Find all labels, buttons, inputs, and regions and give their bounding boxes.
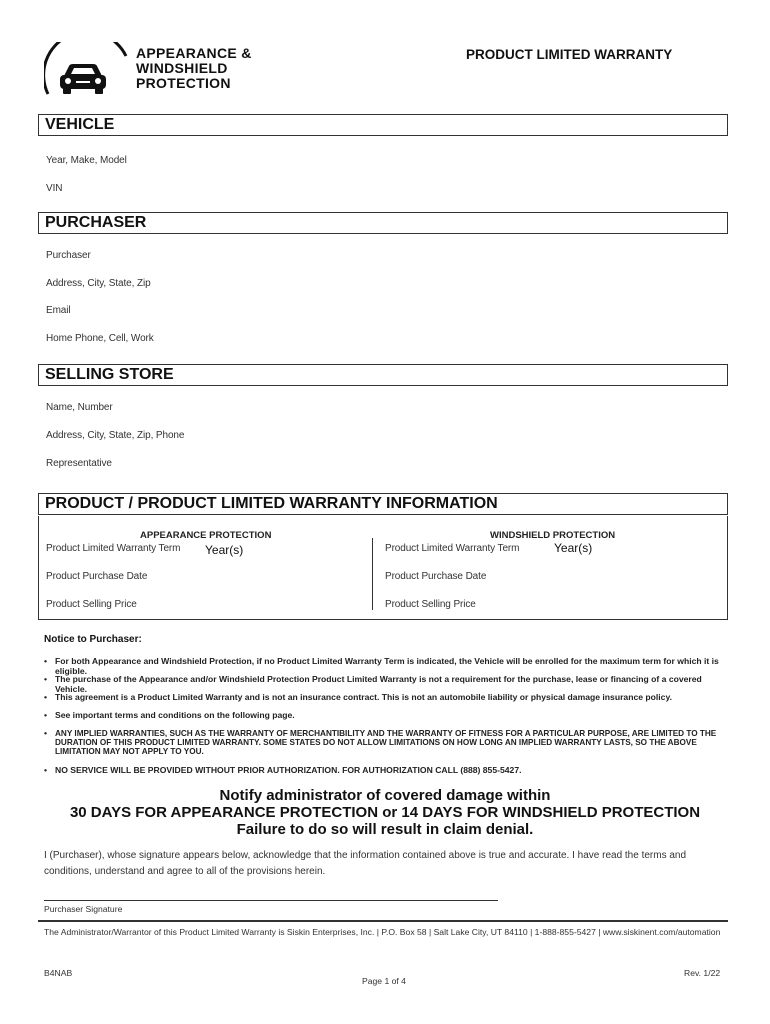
divider	[38, 920, 728, 922]
acknowledgment-text: I (Purchaser), whose signature appears below, acknowledge that the information contained above is true and accurate. I have read the terms and conditions, understand and agree to all of the provisions herein.	[44, 850, 687, 877]
notice-item	[44, 766, 734, 776]
brand-line: APPEARANCE &	[136, 45, 252, 61]
store-address-field[interactable]: Address, City, State, Zip, Phone	[46, 430, 185, 441]
notify-line: Notify administrator of covered damage within	[219, 787, 551, 804]
section-heading: SELLING STORE	[45, 366, 174, 383]
vin-field[interactable]: VIN	[46, 183, 63, 194]
brand-line: PROTECTION	[136, 75, 231, 91]
windshield-years-label: Year(s)	[554, 541, 593, 555]
appearance-years-label: Year(s)	[205, 543, 244, 557]
column-divider	[372, 538, 373, 610]
notice-item	[44, 711, 734, 721]
notice-title: Notice to Purchaser:	[44, 634, 142, 645]
notice-item	[44, 729, 734, 757]
bullet-icon: •	[44, 692, 48, 702]
notice-item-text: See important terms and conditions on the following page.	[55, 710, 295, 720]
selling-store-section-header	[38, 364, 728, 386]
appearance-term-field[interactable]: Product Limited Warranty Term	[46, 543, 181, 554]
signature-label: Purchaser Signature	[44, 904, 123, 914]
notice-item-text: For both Appearance and Windshield Protection, if no Product Limited Warranty Term is indicated, the Vehicle will be enrolled for the maximum term for which it is eligible.	[55, 656, 719, 676]
year-make-model-field[interactable]: Year, Make, Model	[46, 155, 127, 166]
notice-item-text: This agreement is a Product Limited Warranty and is not an insurance contract. This is not an automobile liability or physical damage insurance policy.	[55, 692, 672, 702]
notify-deadline-line: 30 DAYS FOR APPEARANCE PROTECTION or 14 DAYS FOR WINDSHIELD PROTECTION	[69, 804, 701, 821]
notice-item-text: NO SERVICE WILL BE PROVIDED WITHOUT PRIOR AUTHORIZATION. FOR AUTHORIZATION CALL (888) 855-5427.	[55, 765, 522, 775]
notify-warning-line: Failure to do so will result in claim denial.	[236, 821, 534, 838]
notice-item	[44, 693, 734, 703]
page-number: Page 1 of 4	[362, 976, 406, 986]
brand-name	[136, 46, 252, 91]
notice-item-text: ANY IMPLIED WARRANTIES, SUCH AS THE WARRANTY OF MERCHANTIBILITY AND THE WARRANTY OF FITNESS FOR A PARTICULAR PURPOSE, ARE LIMITED TO THE DURATION OF THIS PRODUCT LIMITED WARRANTY. SOME STATES DO NOT ALLOW LIMITATIONS ON HOW LONG AN IMPLIED WARRANTY LASTS, SO THE ABOVE LIMITATION MAY NOT APPLY TO YOU.	[55, 729, 717, 757]
bullet-icon: •	[44, 656, 48, 666]
vehicle-section-header	[38, 114, 728, 136]
purchaser-email-field[interactable]: Email	[46, 305, 71, 316]
notice-item-text: The purchase of the Appearance and/or Windshield Protection Product Limited Warranty is not a requirement for the purchase, lease or financing of a covered Vehicle.	[55, 674, 702, 694]
windshield-term-field[interactable]: Product Limited Warranty Term	[385, 543, 520, 554]
section-heading: PRODUCT / PRODUCT LIMITED WARRANTY INFORMATION	[45, 495, 498, 512]
revision-date: Rev. 1/22	[684, 968, 721, 978]
administrator-text: The Administrator/Warrantor of this Product Limited Warranty is Siskin Enterprises, Inc. | P.O. Box 58 | Salt Lake City, UT 84110 | 1-888-855-5427 | www.siskinent.com/automation	[44, 927, 721, 937]
bullet-icon: •	[44, 728, 48, 738]
store-name-field[interactable]: Name, Number	[46, 402, 113, 413]
bullet-icon: •	[44, 710, 48, 720]
purchaser-name-field[interactable]: Purchaser	[46, 250, 91, 261]
windshield-selling-price-field[interactable]: Product Selling Price	[385, 599, 476, 610]
signature-line[interactable]	[44, 900, 498, 901]
section-heading: VEHICLE	[45, 116, 115, 133]
logo	[44, 42, 130, 100]
section-heading: PURCHASER	[45, 214, 147, 231]
bullet-icon: •	[44, 674, 48, 684]
windshield-protection-heading: WINDSHIELD PROTECTION	[490, 530, 616, 541]
appearance-purchase-date-field[interactable]: Product Purchase Date	[46, 571, 148, 582]
appearance-protection-heading: APPEARANCE PROTECTION	[140, 530, 272, 541]
form-code: B4NAB	[44, 968, 73, 978]
purchaser-phone-field[interactable]: Home Phone, Cell, Work	[46, 333, 154, 344]
purchaser-address-field[interactable]: Address, City, State, Zip	[46, 278, 151, 289]
appearance-selling-price-field[interactable]: Product Selling Price	[46, 599, 137, 610]
product-info-section-header	[38, 493, 728, 515]
brand-line: WINDSHIELD	[136, 60, 228, 76]
car-icon	[44, 42, 130, 100]
document-title: PRODUCT LIMITED WARRANTY	[466, 47, 673, 62]
store-representative-field[interactable]: Representative	[46, 458, 112, 469]
bullet-icon: •	[44, 765, 48, 775]
purchaser-section-header	[38, 212, 728, 234]
windshield-purchase-date-field[interactable]: Product Purchase Date	[385, 571, 487, 582]
